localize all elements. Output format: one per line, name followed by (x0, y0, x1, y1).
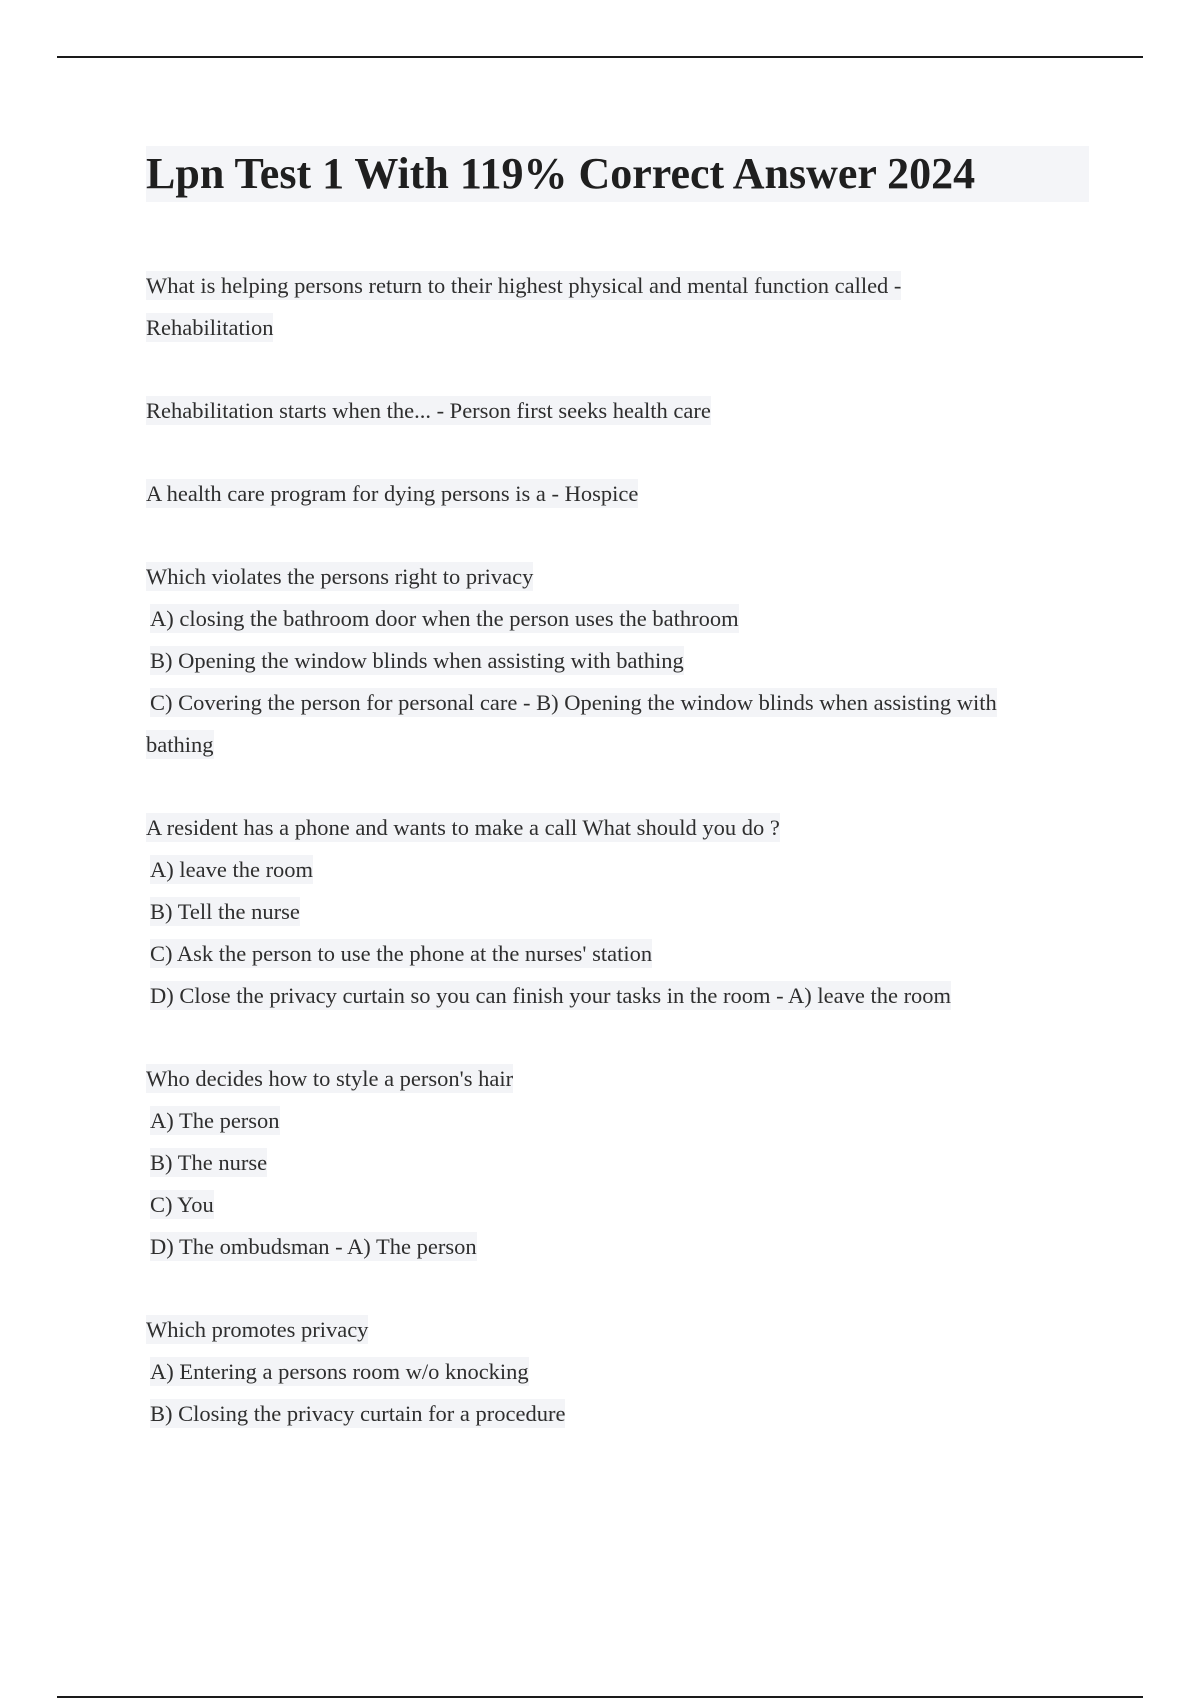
option-line (146, 1393, 565, 1435)
text-segment: Which violates the persons right to privacy (146, 564, 534, 589)
qa-item-promotes-privacy (146, 1309, 1086, 1435)
text-segment: B) Tell the nurse (150, 899, 300, 924)
question-line (146, 265, 901, 307)
document-title: Lpn Test 1 With 119% Correct Answer 2024 (146, 149, 976, 198)
question-line (146, 1058, 513, 1100)
question-line (146, 1309, 368, 1351)
qa-item-rehabilitation-definition (146, 265, 1086, 349)
option-line (146, 933, 652, 975)
question-line (146, 807, 780, 849)
qa-item-hair-style (146, 1058, 1086, 1268)
text-segment: B) Closing the privacy curtain for a procedure (150, 1401, 566, 1426)
text-segment: bathing (146, 732, 214, 757)
qa-item-resident-phone (146, 807, 1086, 1017)
option-line (146, 1100, 280, 1142)
qa-item-rehabilitation-start (146, 390, 1086, 432)
question-line (146, 556, 533, 598)
option-line (146, 849, 313, 891)
answer-line (146, 724, 214, 766)
qa-item-privacy-violation (146, 556, 1086, 766)
option-line (146, 975, 951, 1017)
option-line (146, 1142, 267, 1184)
text-segment: Who decides how to style a person's hair (146, 1066, 514, 1091)
text-segment: Which promotes privacy (146, 1317, 369, 1342)
text-segment: D) Close the privacy curtain so you can finish your tasks in the room - A) leave the room (150, 983, 952, 1008)
option-line (146, 1351, 529, 1393)
option-line (146, 891, 300, 933)
bottom-rule (57, 1696, 1143, 1698)
answer-line (146, 307, 273, 349)
text-segment: D) The ombudsman - A) The person (150, 1234, 477, 1259)
text-segment: A) Entering a persons room w/o knocking (150, 1359, 529, 1384)
option-line (146, 1184, 214, 1226)
text-segment: A) closing the bathroom door when the person uses the bathroom (150, 606, 739, 631)
question-line (146, 390, 711, 432)
option-line (146, 682, 997, 724)
text-segment: C) You (150, 1192, 214, 1217)
text-segment: B) The nurse (150, 1150, 268, 1175)
top-rule (57, 56, 1143, 58)
text-segment: C) Ask the person to use the phone at the nurses' station (150, 941, 653, 966)
text-segment: B) Opening the window blinds when assisting with bathing (150, 648, 684, 673)
text-segment: A) leave the room (150, 857, 314, 882)
question-line (146, 473, 638, 515)
text-segment: A resident has a phone and wants to make a call What should you do ? (146, 815, 780, 840)
text-segment: A) The person (150, 1108, 280, 1133)
qa-item-hospice (146, 473, 1086, 515)
text-segment: Rehabilitation starts when the... - Person first seeks health care (146, 398, 711, 423)
option-line (146, 1226, 477, 1268)
text-segment: C) Covering the person for personal care - B) Opening the window blinds when assisting with (150, 690, 997, 715)
text-segment: What is helping persons return to their highest physical and mental function called - (146, 273, 902, 298)
text-segment: A health care program for dying persons is a - Hospice (146, 481, 639, 506)
title-highlight (146, 146, 1089, 202)
option-line (146, 640, 684, 682)
document-body (146, 265, 1086, 1476)
text-segment: Rehabilitation (146, 315, 274, 340)
option-line (146, 598, 739, 640)
